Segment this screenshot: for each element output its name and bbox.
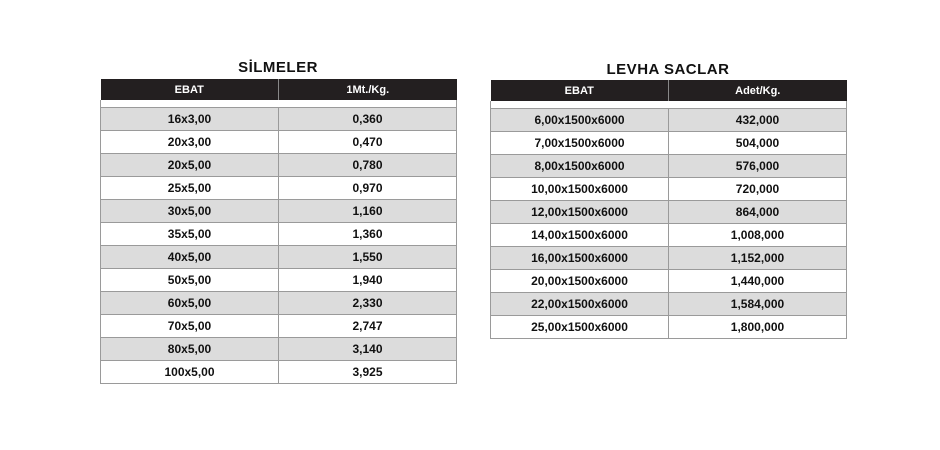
table-row — [491, 247, 847, 270]
ebat-cell: 50x5,00 — [101, 269, 279, 292]
table-header-row — [101, 79, 457, 100]
column-header-ebat: EBAT — [101, 79, 279, 100]
ebat-cell: 80x5,00 — [101, 338, 279, 361]
value-cell: 0,970 — [279, 177, 457, 200]
ebat-cell: 25x5,00 — [101, 177, 279, 200]
silmeler-section — [100, 58, 456, 384]
table-header-row — [491, 80, 847, 101]
table-row — [491, 270, 847, 293]
table-row — [101, 361, 457, 384]
value-cell: 1,550 — [279, 246, 457, 269]
table-row — [491, 178, 847, 201]
ebat-cell: 40x5,00 — [101, 246, 279, 269]
value-cell: 1,940 — [279, 269, 457, 292]
value-cell: 504,000 — [669, 132, 847, 155]
value-cell: 0,360 — [279, 108, 457, 131]
value-cell: 2,747 — [279, 315, 457, 338]
ebat-cell: 8,00x1500x6000 — [491, 155, 669, 178]
value-cell: 1,152,000 — [669, 247, 847, 270]
column-header-weight: 1Mt./Kg. — [279, 79, 457, 100]
table-row — [101, 338, 457, 361]
value-cell: 0,780 — [279, 154, 457, 177]
value-cell: 1,440,000 — [669, 270, 847, 293]
table-row — [101, 200, 457, 223]
table-row — [491, 132, 847, 155]
ebat-cell: 6,00x1500x6000 — [491, 109, 669, 132]
ebat-cell: 70x5,00 — [101, 315, 279, 338]
ebat-cell: 7,00x1500x6000 — [491, 132, 669, 155]
spacer-cell — [101, 100, 457, 108]
table-row — [101, 154, 457, 177]
table-row — [101, 292, 457, 315]
silmeler-table — [100, 79, 457, 384]
ebat-cell: 100x5,00 — [101, 361, 279, 384]
table-row — [101, 223, 457, 246]
column-header-ebat: EBAT — [491, 80, 669, 101]
ebat-cell: 10,00x1500x6000 — [491, 178, 669, 201]
ebat-cell: 30x5,00 — [101, 200, 279, 223]
value-cell: 3,140 — [279, 338, 457, 361]
value-cell: 1,360 — [279, 223, 457, 246]
ebat-cell: 22,00x1500x6000 — [491, 293, 669, 316]
ebat-cell: 25,00x1500x6000 — [491, 316, 669, 339]
table-row — [491, 201, 847, 224]
table-row — [101, 269, 457, 292]
value-cell: 432,000 — [669, 109, 847, 132]
table-spacer-row — [491, 101, 847, 109]
ebat-cell: 60x5,00 — [101, 292, 279, 315]
table-row — [491, 109, 847, 132]
ebat-cell: 12,00x1500x6000 — [491, 201, 669, 224]
value-cell: 1,160 — [279, 200, 457, 223]
table-row — [491, 155, 847, 178]
value-cell: 720,000 — [669, 178, 847, 201]
value-cell: 1,008,000 — [669, 224, 847, 247]
levha-saclar-section — [490, 58, 846, 339]
ebat-cell: 35x5,00 — [101, 223, 279, 246]
table-row — [491, 316, 847, 339]
table-row — [491, 293, 847, 316]
value-cell: 0,470 — [279, 131, 457, 154]
ebat-cell: 20x5,00 — [101, 154, 279, 177]
value-cell: 1,800,000 — [669, 316, 847, 339]
ebat-cell: 20,00x1500x6000 — [491, 270, 669, 293]
table-spacer-row — [101, 100, 457, 108]
levha-saclar-table — [490, 80, 847, 339]
spacer-cell — [491, 101, 847, 109]
table-row — [101, 108, 457, 131]
table-row — [101, 315, 457, 338]
column-header-weight: Adet/Kg. — [669, 80, 847, 101]
ebat-cell: 16x3,00 — [101, 108, 279, 131]
value-cell: 2,330 — [279, 292, 457, 315]
value-cell: 3,925 — [279, 361, 457, 384]
ebat-cell: 20x3,00 — [101, 131, 279, 154]
value-cell: 576,000 — [669, 155, 847, 178]
table-row — [101, 131, 457, 154]
table-row — [101, 246, 457, 269]
value-cell: 864,000 — [669, 201, 847, 224]
silmeler-title: SİLMELER — [238, 59, 318, 76]
ebat-cell: 16,00x1500x6000 — [491, 247, 669, 270]
table-row — [101, 177, 457, 200]
ebat-cell: 14,00x1500x6000 — [491, 224, 669, 247]
value-cell: 1,584,000 — [669, 293, 847, 316]
table-row — [491, 224, 847, 247]
levha-saclar-title: LEVHA SACLAR — [606, 61, 730, 78]
